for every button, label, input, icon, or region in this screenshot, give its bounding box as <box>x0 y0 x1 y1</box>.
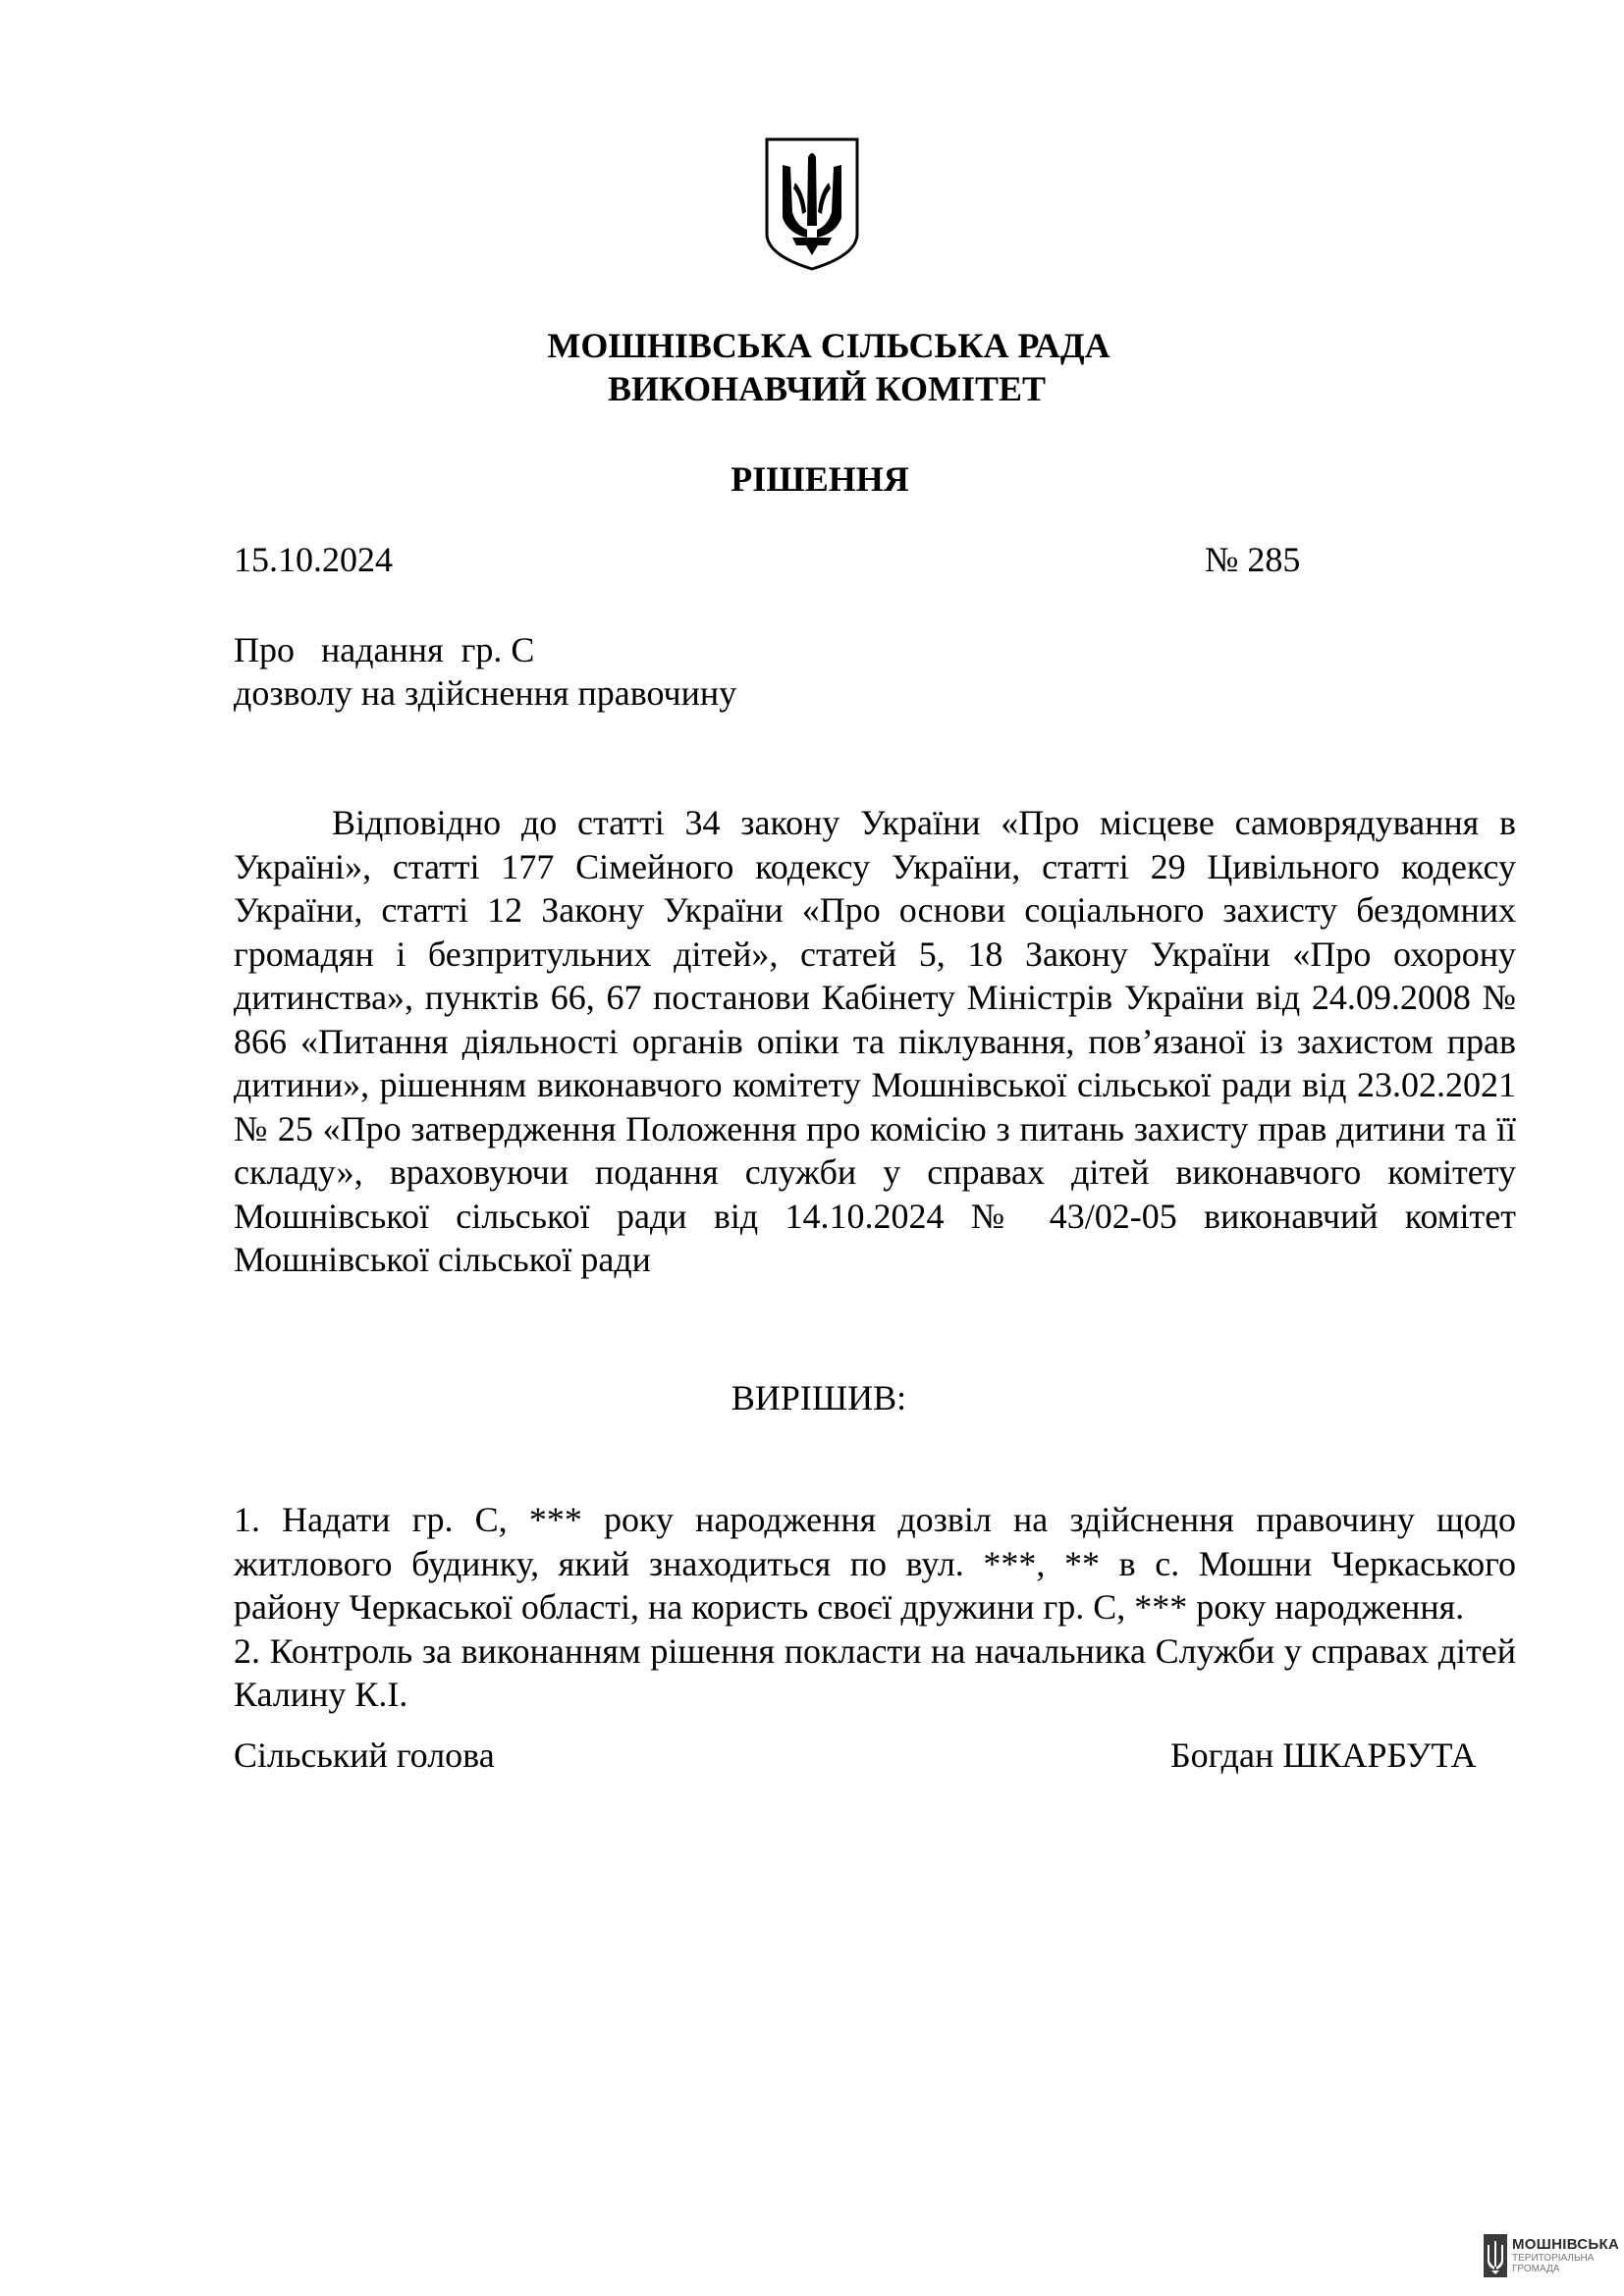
subject-line-1: Про надання гр. С <box>234 630 535 669</box>
decision-item-2: 2. Контроль за виконанням рішення покласти на начальника Служби у справах дітей Калину К.І. <box>234 1630 1516 1714</box>
subject-line-2: дозволу на здійснення правочину <box>234 673 737 713</box>
preamble-paragraph <box>234 801 1516 1282</box>
community-trident-logo-icon <box>1483 2233 1508 2278</box>
logo-title: МОШНІВСЬКА <box>1512 2236 1620 2253</box>
decision-items <box>234 1498 1516 1717</box>
signature-name: Богдан ШКАРБУТА <box>1170 1735 1477 1775</box>
logo-subtitle-1: ТЕРИТОРІАЛЬНА <box>1512 2253 1595 2264</box>
document-type-title: РІШЕННЯ <box>731 459 909 499</box>
decision-date: 15.10.2024 <box>234 540 393 579</box>
decided-heading: ВИРІШИВ: <box>731 1378 907 1417</box>
committee-name: ВИКОНАВЧИЙ КОМІТЕТ <box>607 369 1047 408</box>
trident-coat-of-arms-icon <box>763 135 861 273</box>
community-logo <box>1483 2233 1620 2282</box>
logo-subtitle-2: ГРОМАДА <box>1512 2264 1560 2274</box>
council-name: МОШНІВСЬКА СІЛЬСЬКА РАДА <box>547 326 1110 365</box>
signature-position: Сільський голова <box>234 1735 495 1775</box>
preamble-text: Відповідно до статті 34 закону України «Про місцеве самоврядування в Україні», статті 177 Сімейного кодексу України, статті 29 Цивільного кодексу України, статті 12 Закону України «Про основи соціального захисту бездомних громадян і безпритульних дітей», статей 5, 18 Закону України «Про охорону дитинства», пунктів 66, 67 постанови Кабінету Міністрів України від 24.09.2008 № 866 «Питання діяльності органів опіки та піклування, пов’язаної із захистом прав дитини», рішенням виконавчого комітету Мошнівської сільської ради від 23.02.2021 № 25 «Про затвердження Положення про комісію з питань захисту прав дитини та її складу», враховуючи подання служби у справах дітей виконавчого комітету Мошнівської сільської ради від 14.10.2024 № 43/02-05 виконавчий комітет Мошнівської сільської ради <box>234 803 1516 1279</box>
decision-item-1: 1. Надати гр. С, *** року народження дозвіл на здійснення правочину щодо житлового будинку, який знаходиться по вул. ***, ** в с. Мошни Черкаського району Черкаської області, на користь своєї дружини гр. С, *** року народження. <box>234 1500 1516 1627</box>
decision-number: № 285 <box>1205 540 1301 579</box>
